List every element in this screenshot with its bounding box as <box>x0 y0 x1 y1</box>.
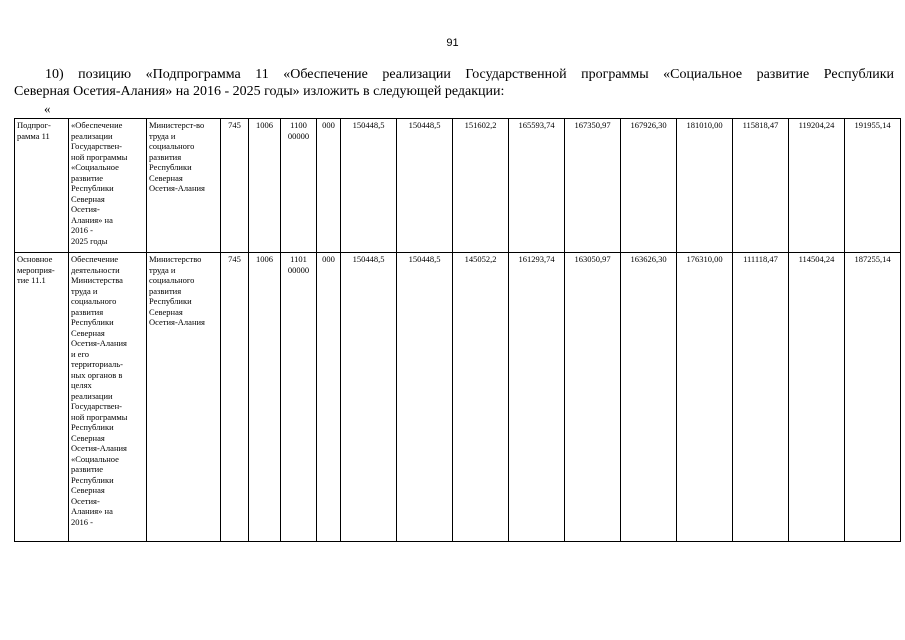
grbs-cell: 745 <box>221 253 249 542</box>
intro-line-2: Северная Осетия-Алания» на 2016 - 2025 годы» изложить в следующей редакции: <box>14 84 505 99</box>
value-cell: 115818,47 <box>733 119 789 253</box>
opening-quote: « <box>44 101 51 116</box>
executor-cell: Министерст-во труда и социального развития Республики Северная Осетия-Алания <box>147 119 221 253</box>
value-cell: 119204,24 <box>789 119 845 253</box>
value-cell: 163626,30 <box>621 253 677 542</box>
value-cell: 191955,14 <box>845 119 901 253</box>
intro-paragraph <box>14 66 894 100</box>
table-row <box>15 253 901 542</box>
value-cell: 145052,2 <box>453 253 509 542</box>
value-cell: 181010,00 <box>677 119 733 253</box>
budget-table <box>14 118 901 542</box>
csr-cell: 1100 00000 <box>281 119 317 253</box>
csr-cell: 1101 00000 <box>281 253 317 542</box>
value-cell: 151602,2 <box>453 119 509 253</box>
value-cell: 165593,74 <box>509 119 565 253</box>
vr-cell: 000 <box>317 253 341 542</box>
rzpr-cell: 1006 <box>249 119 281 253</box>
value-cell: 163050,97 <box>565 253 621 542</box>
value-cell: 176310,00 <box>677 253 733 542</box>
value-cell: 167926,30 <box>621 119 677 253</box>
name-cell: Обеспечение деятельности Министерства труда и социального развития Республики Северная Осетия-Алания и его территориаль- ных органов в целях реализации Государствен- ной программы Республики Северная Осетия-Алания «Социальное развитие Республики Северная Осетия- Алания» на 2016 - <box>69 253 147 542</box>
value-cell: 150448,5 <box>341 253 397 542</box>
value-cell: 150448,5 <box>397 253 453 542</box>
value-cell: 111118,47 <box>733 253 789 542</box>
status-cell: Основное мероприя- тие 11.1 <box>15 253 69 542</box>
value-cell: 150448,5 <box>341 119 397 253</box>
value-cell: 114504,24 <box>789 253 845 542</box>
status-cell: Подпрог- рамма 11 <box>15 119 69 253</box>
intro-line-1: 10) позицию «Подпрограмма 11 «Обеспечение реализации Государственной программы «Социальное развитие Республики <box>45 67 894 82</box>
page-number: 91 <box>446 37 459 49</box>
rzpr-cell: 1006 <box>249 253 281 542</box>
value-cell: 167350,97 <box>565 119 621 253</box>
vr-cell: 000 <box>317 119 341 253</box>
executor-cell: Министерство труда и социального развития Республики Северная Осетия-Алания <box>147 253 221 542</box>
table-row <box>15 119 901 253</box>
value-cell: 150448,5 <box>397 119 453 253</box>
grbs-cell: 745 <box>221 119 249 253</box>
value-cell: 161293,74 <box>509 253 565 542</box>
name-cell: «Обеспечение реализации Государствен- ной программы «Социальное развитие Республики Северная Осетия- Алания» на 2016 - 2025 годы <box>69 119 147 253</box>
value-cell: 187255,14 <box>845 253 901 542</box>
